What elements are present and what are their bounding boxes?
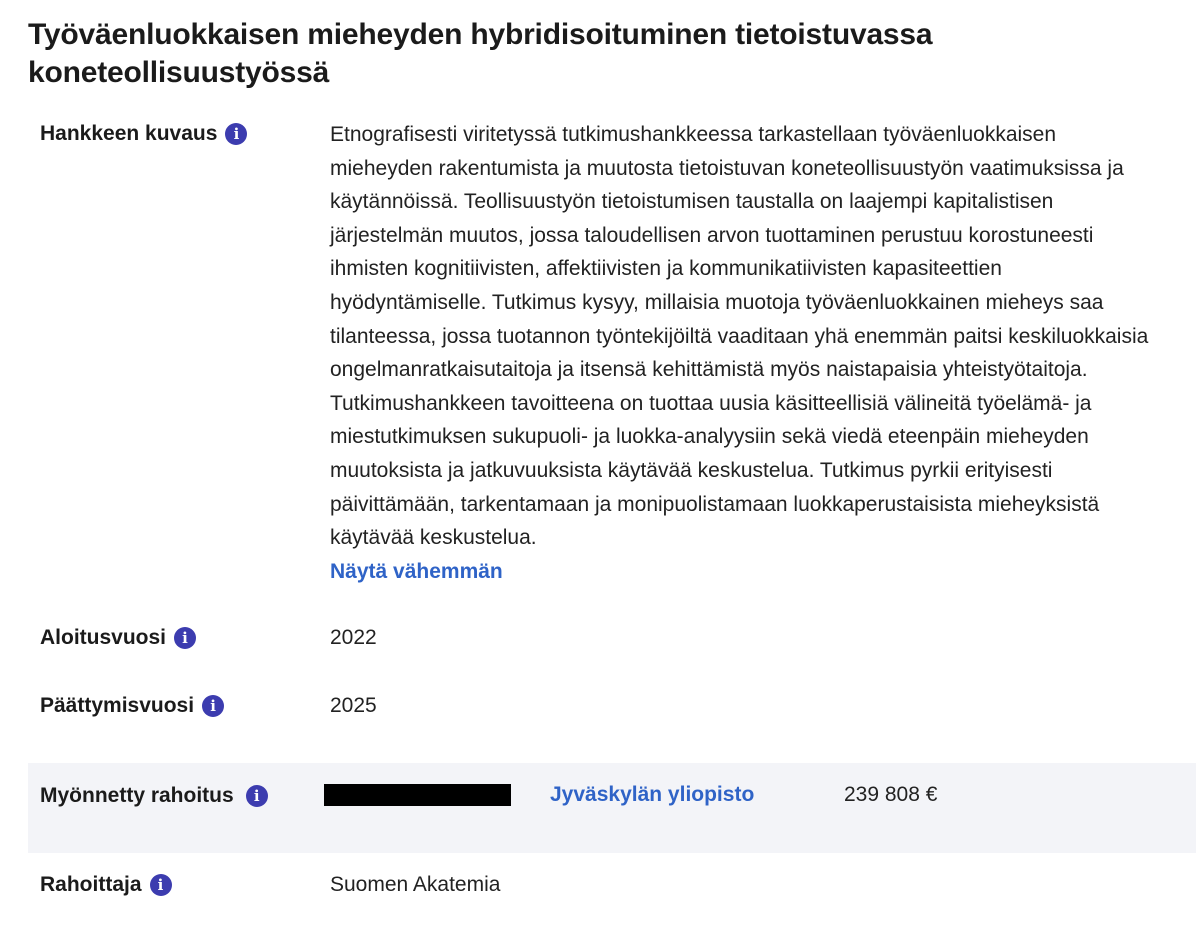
description-label: Hankkeen kuvaus <box>40 122 218 145</box>
description-body <box>330 118 1160 588</box>
start-year-value: 2022 <box>330 626 377 649</box>
info-icon[interactable]: i <box>225 123 247 145</box>
start-year-label-group <box>40 626 196 650</box>
end-year-row <box>28 694 1196 734</box>
info-icon[interactable]: i <box>246 785 268 807</box>
info-icon[interactable]: i <box>174 627 196 649</box>
end-year-label: Päättymisvuosi <box>40 694 195 717</box>
info-icon[interactable]: i <box>202 695 224 717</box>
show-less-link[interactable]: Näytä vähemmän <box>330 559 503 583</box>
funding-label: Myönnetty rahoitus <box>40 784 234 807</box>
funder-label: Rahoittaja <box>40 873 142 896</box>
funder-label-group <box>40 873 172 897</box>
end-year-label-group <box>40 694 224 718</box>
funding-organization-link[interactable]: Jyväskylän yliopisto <box>550 783 755 806</box>
start-year-row <box>28 626 1196 666</box>
funder-row <box>28 873 1196 913</box>
funding-amount: 239 808 € <box>844 783 938 806</box>
funding-row <box>28 763 1196 853</box>
page-title: Työväenluokkaisen mieheyden hybridisoituminen tietoistuvassa koneteollisuustyössä <box>28 18 933 89</box>
redacted-block <box>324 784 511 806</box>
description-label-group <box>40 122 247 146</box>
info-icon[interactable]: i <box>150 874 172 896</box>
start-year-label: Aloitusvuosi <box>40 626 167 649</box>
description-row <box>28 118 1196 598</box>
funder-value: Suomen Akatemia <box>330 873 501 896</box>
funding-label-group <box>40 784 268 808</box>
description-text: Etnografisesti viritetyssä tutkimushankkeessa tarkastellaan työväenluokkaisen mieheyden rakentumista ja muutosta tietoistuvan koneteollisuustyön vaatimuksissa ja käytännöissä. Teollisuustyön tietoistumisen taustalla on laajempi kapitalistisen järjestelmän muutos, jossa taloudellisen arvon tuottaminen perustuu korostuneesti ihmisten kognitiivisten, affektiivisten ja kommunikatiivisten kapasiteettien hyödyntämiselle. Tutkimus kysyy, millaisia muotoja työväenluokkainen mieheys saa tilanteessa, jossa tuotannon työntekijöiltä vaaditaan yhä enemmän paitsi keskiluokkaisia ongelmanratkaisutaitoja ja itsensä kehittämistä myös naistapaisia yhteistyötaitoja. Tutkimushankkeen tavoitteena on tuottaa uusia käsitteellisiä välineitä työelämä- ja miestutkimuksen sukupuoli- ja luokka-analyysiin sekä viedä eteenpäin mieheyden muutoksista ja jatkuvuuksista käytävää keskustelua. Tutkimus pyrkii erityisesti päivittämään, tarkentamaan ja monipuolistamaan luokkaperustaisista mieheyksistä käytävää keskustelua. <box>330 123 1149 550</box>
end-year-value: 2025 <box>330 694 377 717</box>
